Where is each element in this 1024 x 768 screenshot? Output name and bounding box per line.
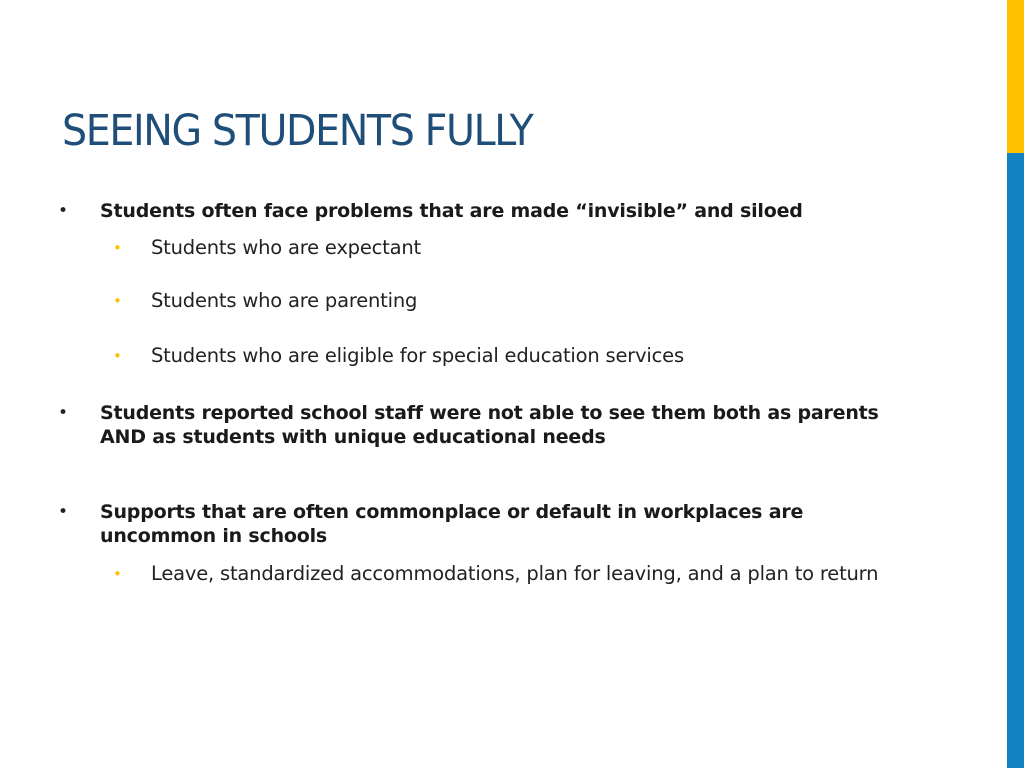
bullet-text: Students often face problems that are made “invisible” and siloed (100, 200, 803, 222)
sub-bullet-marker: • (113, 347, 122, 365)
sub-bullet-text: Students who are parenting (151, 289, 418, 312)
sub-bullet-marker: • (113, 565, 122, 583)
bullet-text: Students reported school staff were not able to see them both as parents AND as students with unique educational needs (100, 402, 879, 448)
bullet-text: Supports that are often commonplace or default in workplaces are uncommon in schools (100, 501, 804, 547)
bullet-marker: • (58, 403, 69, 423)
sub-bullet-marker: • (113, 239, 122, 257)
sub-bullet-text: Students who are expectant (151, 236, 421, 259)
accent-bar-blue (1007, 153, 1024, 768)
accent-bar-gold (1007, 0, 1024, 153)
sub-bullet-text: Leave, standardized accommodations, plan for leaving, and a plan to return (151, 562, 879, 585)
sub-bullet-marker: • (113, 292, 122, 310)
sub-bullet-text: Students who are eligible for special education services (151, 344, 684, 367)
bullet-marker: • (58, 201, 69, 221)
bullet-marker: • (58, 502, 69, 522)
slide-title: SEEING STUDENTS FULLY (62, 106, 533, 156)
